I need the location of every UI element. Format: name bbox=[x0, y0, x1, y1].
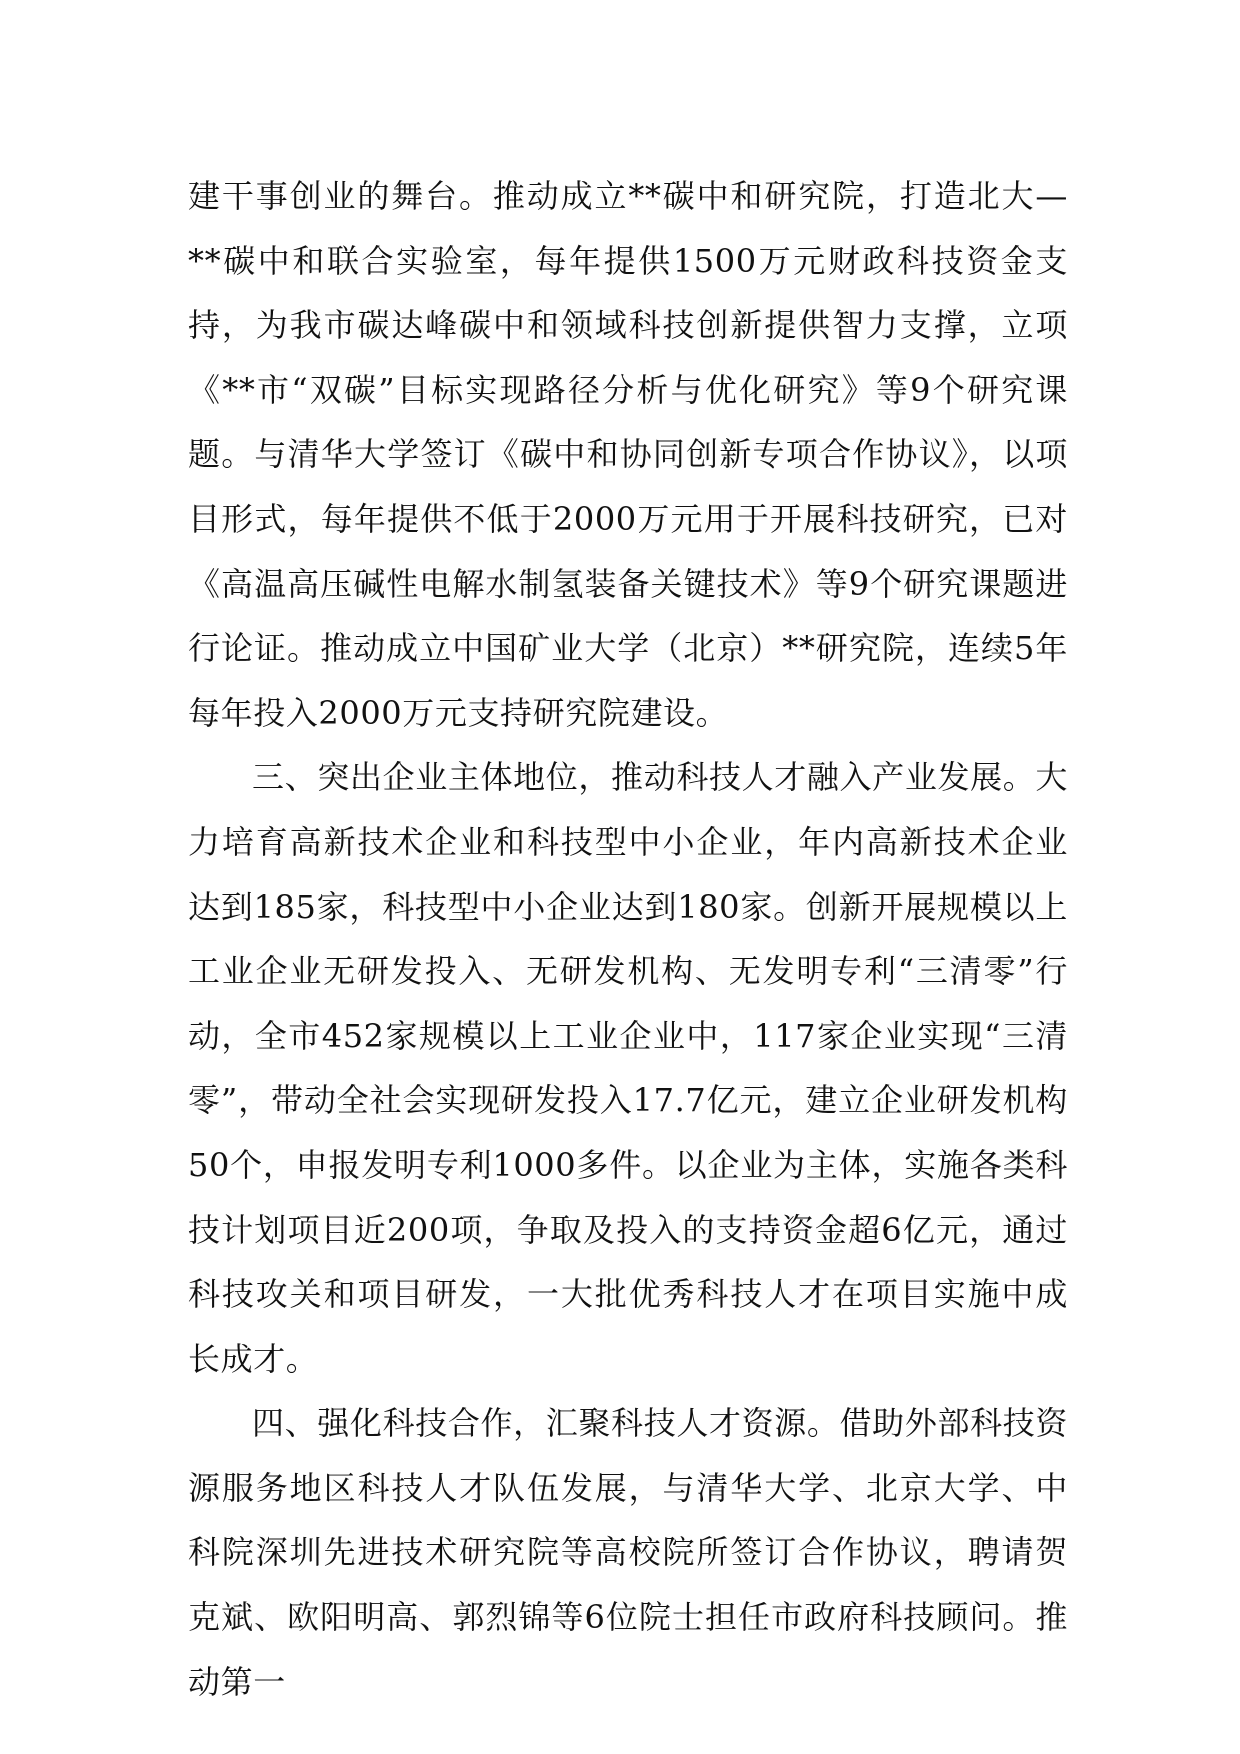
document-body bbox=[188, 164, 1068, 1714]
paragraph-section-3: 三、突出企业主体地位，推动科技人才融入产业发展。大力培育高新技术企业和科技型中小企业，年内高新技术企业达到185家，科技型中小企业达到180家。创新开展规模以上工业企业无研发投入、无研发机构、无发明专利“三清零”行动，全市452家规模以上工业企业中，117家企业实现“三清零”，带动全社会实现研发投入17.7亿元，建立企业研发机构50个，申报发明专利1000多件。以企业为主体，实施各类科技计划项目近200项，争取及投入的支持资金超6亿元，通过科技攻关和项目研发，一大批优秀科技人才在项目实施中成长成才。 bbox=[188, 758, 1068, 1378]
paragraph-section-4: 四、强化科技合作，汇聚科技人才资源。借助外部科技资源服务地区科技人才队伍发展，与清华大学、北京大学、中科院深圳先进技术研究院等高校院所签订合作协议，聘请贺克斌、欧阳明高、郭烈锦等6位院士担任市政府科技顾问。推动第一 bbox=[188, 1404, 1068, 1701]
paragraph-continuation: 建干事创业的舞台。推动成立**碳中和研究院，打造北大—**碳中和联合实验室，每年提供1500万元财政科技资金支持，为我市碳达峰碳中和领域科技创新提供智力支撑，立项《**市“双碳”目标实现路径分析与优化研究》等9个研究课题。与清华大学签订《碳中和协同创新专项合作协议》，以项目形式，每年提供不低于2000万元用于开展科技研究，已对《高温高压碱性电解水制氢装备关键技术》等9个研究课题进行论证。推动成立中国矿业大学（北京）**研究院，连续5年每年投入2000万元支持研究院建设。 bbox=[188, 177, 1068, 732]
